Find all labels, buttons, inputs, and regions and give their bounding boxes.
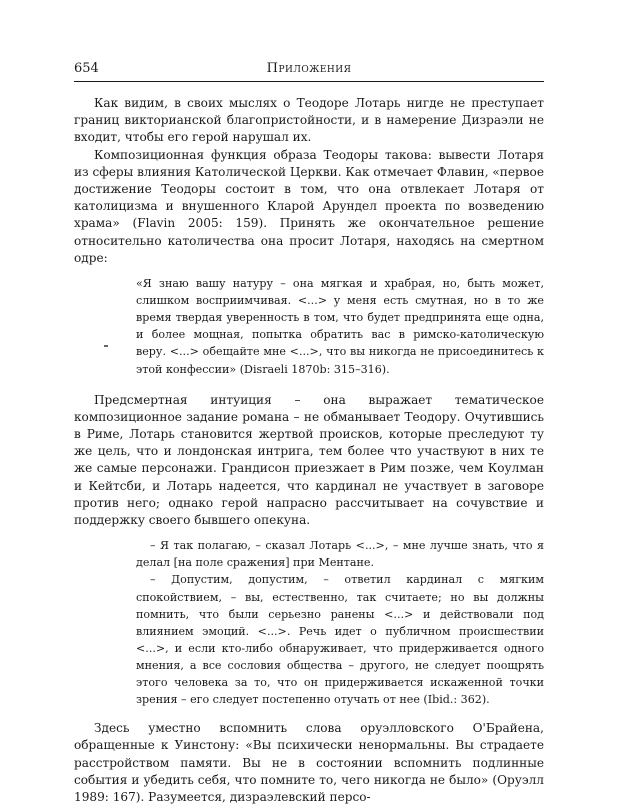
- section-title: Приложения: [266, 61, 352, 76]
- header-rule: [74, 81, 544, 82]
- paragraph-1: Как видим, в своих мыслях о Теодоре Лотарь нигде не преступает границ викторианской благопристойности, и в намерение Дизраэли не входит, чтобы его герой нарушал их.: [74, 96, 544, 145]
- paragraph-3: Предсмертная интуиция – она выражает тематическое композиционное задание романа – не обманывает Теодору. Очутившись в Риме, Лотарь становится жертвой происков, которые преследуют ту же цель, что и лондонская интрига, тем более что участвуют в них те же самые персонажи. Грандисон приезжает в Рим позже, чем Коулман и Кейтсби, и Лотарь надеется, что кардинал не участвует в заговоре против него; однако герой напрасно рассчитывает на сочувствие и поддержку своего бывшего опекуна.: [74, 392, 544, 528]
- running-header: [74, 61, 544, 79]
- page-body: [74, 95, 544, 806]
- quote-2-line-2: – Допустим, допустим, – ответил кардинал с мягким спокойствием, – вы, естественно, так считаете; но вы должны помнить, что были серьезно ранены <...> и действовали под влиянием эмоций. <...>. Речь идет о публичном происшествии <...>, и если кто-либо обнаруживает, что придерживается одного мнения, а все сословия общества – другого, не следует поощрять этого человека за то, что он придерживается искаженной точки зрения – его следует постепенно отучать от нее (Ibid.: 362).: [136, 573, 544, 707]
- block-quote-1: [136, 275, 544, 378]
- quote-2-line-1: – Я так полагаю, – сказал Лотарь <...>, – мне лучше знать, что я делал [на поле сражения] при Ментане.: [136, 539, 544, 570]
- page-number: 654: [74, 61, 99, 76]
- paragraph-2: Композиционная функция образа Теодоры такова: вывести Лотаря из сферы влияния Католической Церкви. Как отмечает Флавин, «первое достижение Теодоры состоит в том, что она отвлекает Лотаря от католицизма и внушенного Кларой Арундел проекта по возведению храма» (Flavin 2005: 159). Принять же окончательное решение относительно католичества она просит Лотаря, находясь на смертном одре:: [74, 147, 544, 265]
- block-quote-2: [136, 537, 544, 708]
- quote-1-text: «Я знаю вашу натуру – она мягкая и храбрая, но, быть может, слишком восприимчивая. <...> у меня есть смутная, но в то же время твердая уверенность в том, что будет предпринята еще одна, и более мощная, попытка обратить вас в римско-католическую веру. <...> обещайте мне <...>, что вы никогда не присоединитесь к этой конфессии» (Disraeli 1870b: 315–316).: [136, 277, 544, 376]
- margin-mark: [104, 345, 108, 347]
- paragraph-4: Здесь уместно вспомнить слова оруэлловского О'Брайена, обращенные к Уинстону: «Вы психически ненормальны. Вы страдаете расстройством памяти. Вы не в состоянии вспомнить подлинные события и убедить себя, что помните то, чего никогда не было» (Оруэлл 1989: 167). Разумеется, дизраэлевский персо-: [74, 721, 544, 804]
